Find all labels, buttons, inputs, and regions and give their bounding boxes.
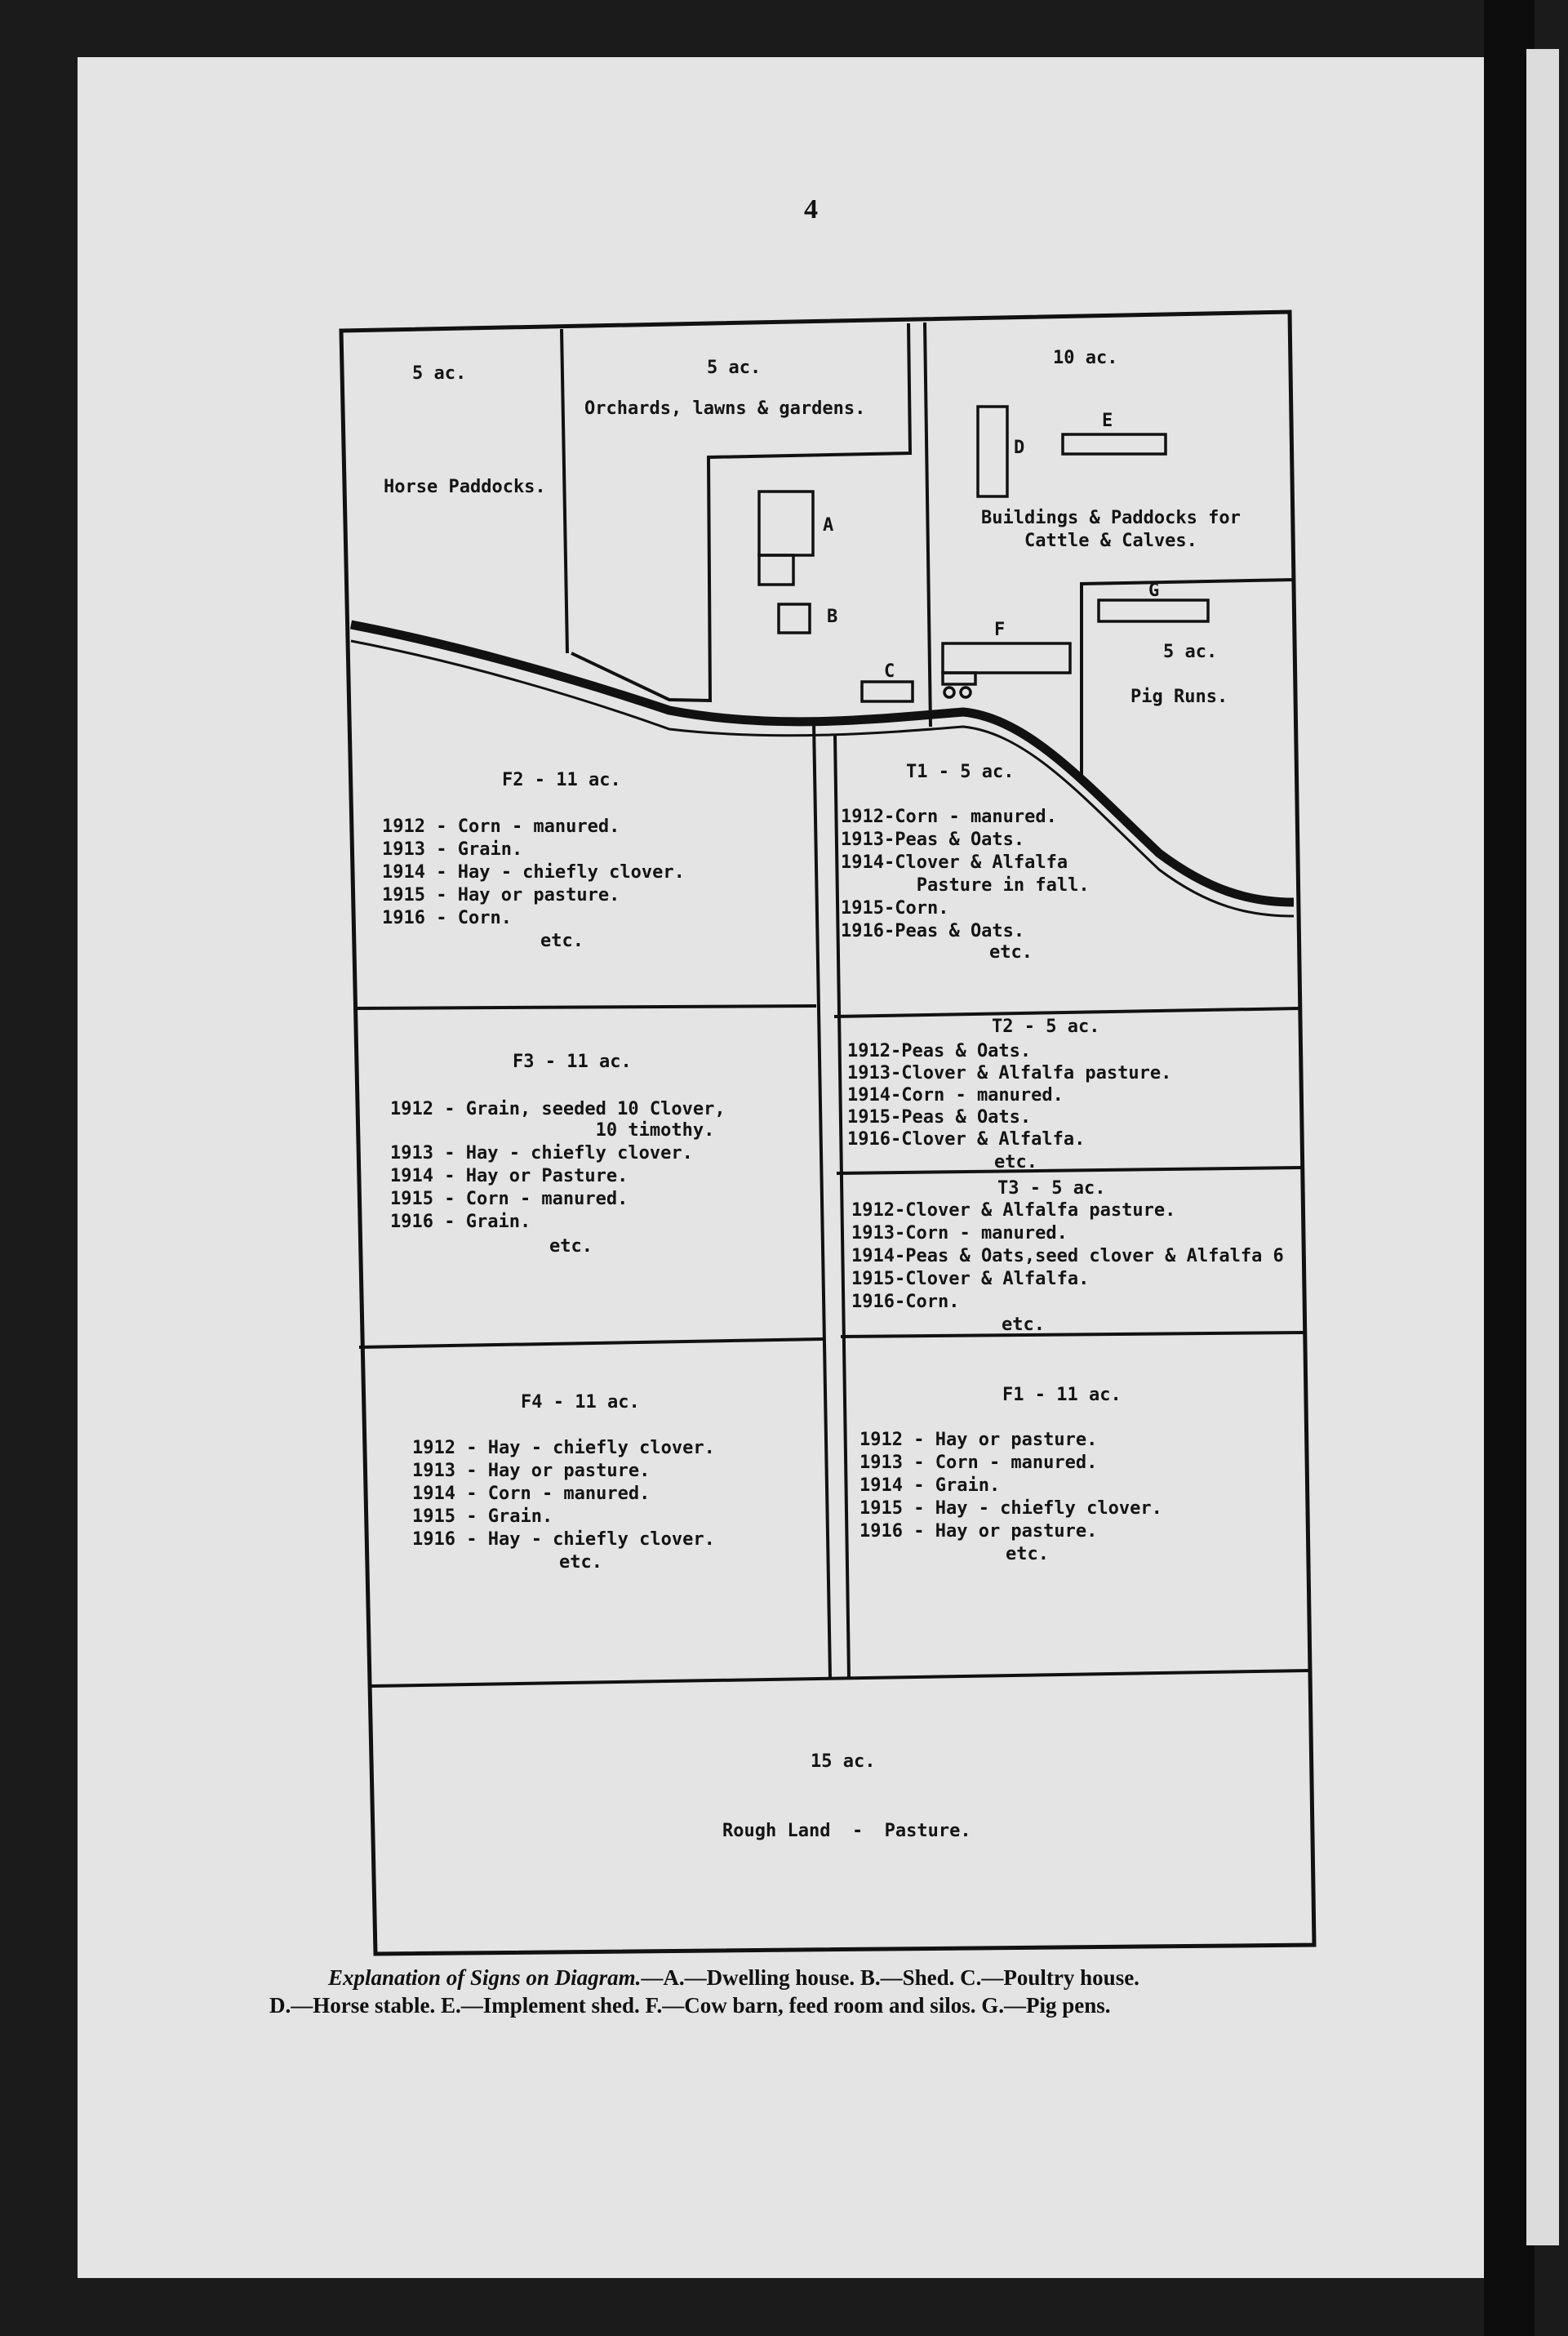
f4-line-1916: 1916 - Hay - chiefly clover. bbox=[412, 1529, 715, 1550]
label-e: E bbox=[1102, 411, 1113, 431]
orchard-boundary bbox=[571, 323, 910, 701]
t1-etc: etc. bbox=[989, 942, 1033, 963]
pig-run-area: 5 ac. bbox=[1163, 642, 1218, 662]
t1-line-1914b: Pasture in fall. bbox=[841, 875, 1090, 896]
f2-line-1916: 1916 - Corn. bbox=[382, 908, 512, 928]
divider-orchard-buildings bbox=[925, 323, 931, 727]
t2-line-1913: 1913-Clover & Alfalfa pasture. bbox=[847, 1063, 1172, 1083]
caption-line1-rest: —A.—Dwelling house. B.—Shed. C.—Poultry house. bbox=[641, 1965, 1139, 1990]
f4-line-1913: 1913 - Hay or pasture. bbox=[412, 1461, 651, 1481]
t2-line-1912: 1912-Peas & Oats. bbox=[847, 1041, 1032, 1061]
building-f-feed-room bbox=[943, 673, 975, 684]
orchard-area: 5 ac. bbox=[707, 358, 762, 378]
f4-title: F4 - 11 ac. bbox=[521, 1392, 640, 1413]
rough-land-label: Rough Land - Pasture. bbox=[722, 1821, 971, 1841]
silo-1 bbox=[944, 687, 954, 697]
t3-etc: etc. bbox=[1002, 1315, 1045, 1335]
building-f-cow-barn bbox=[943, 643, 1070, 673]
f4-line-1915: 1915 - Grain. bbox=[412, 1506, 553, 1527]
f4-line-1914: 1914 - Corn - manured. bbox=[412, 1484, 651, 1504]
building-d-horse-stable bbox=[978, 407, 1007, 496]
buildings-label-line1: Buildings & Paddocks for bbox=[981, 508, 1241, 528]
f1-line-1915: 1915 - Hay - chiefly clover. bbox=[860, 1498, 1162, 1519]
page-number: 4 bbox=[804, 194, 818, 225]
t2-line-1916: 1916-Clover & Alfalfa. bbox=[847, 1129, 1086, 1150]
t3-line-1913: 1913-Corn - manured. bbox=[851, 1223, 1068, 1244]
t3-line-1912: 1912-Clover & Alfalfa pasture. bbox=[851, 1200, 1176, 1221]
orchard-label: Orchards, lawns & gardens. bbox=[584, 398, 866, 419]
buildings-label-line2: Cattle & Calves. bbox=[1024, 531, 1197, 551]
t3-line-1915: 1915-Clover & Alfalfa. bbox=[851, 1269, 1090, 1289]
t1-title: T1 - 5 ac. bbox=[906, 762, 1015, 782]
divider-fields-rough bbox=[371, 1671, 1308, 1686]
caption-line-2: D.—Horse stable. E.—Implement shed. F.—Cow barn, feed room and silos. G.—Pig pens. bbox=[269, 1993, 1111, 2018]
building-b-shed bbox=[779, 604, 810, 633]
rough-land-area: 15 ac. bbox=[811, 1751, 876, 1772]
divider-t2-t3 bbox=[837, 1168, 1302, 1173]
t3-title: T3 - 5 ac. bbox=[997, 1178, 1106, 1199]
t3-line-1916: 1916-Corn. bbox=[851, 1292, 960, 1312]
label-a: A bbox=[823, 515, 834, 536]
building-a-dwelling-house bbox=[759, 492, 813, 555]
t1-line-1914: 1914-Clover & Alfalfa bbox=[841, 852, 1068, 873]
f2-etc: etc. bbox=[540, 931, 584, 951]
divider-horse-orchard bbox=[562, 329, 567, 653]
horse-paddock-label: Horse Paddocks. bbox=[384, 477, 546, 497]
road-edge-upper bbox=[351, 625, 1294, 902]
f1-line-1913: 1913 - Corn - manured. bbox=[860, 1453, 1098, 1473]
divider-t1-t2 bbox=[834, 1008, 1299, 1017]
t1-line-1915: 1915-Corn. bbox=[841, 898, 949, 919]
building-c-poultry-house bbox=[862, 682, 913, 701]
label-d: D bbox=[1014, 438, 1025, 458]
f2-title: F2 - 11 ac. bbox=[502, 770, 621, 790]
f3-line-1915: 1915 - Corn - manured. bbox=[390, 1189, 629, 1209]
f4-etc: etc. bbox=[559, 1552, 602, 1573]
t2-line-1914: 1914-Corn - manured. bbox=[847, 1085, 1064, 1106]
f2-line-1913: 1913 - Grain. bbox=[382, 839, 523, 860]
horse-paddock-area: 5 ac. bbox=[412, 363, 467, 384]
f3-title: F3 - 11 ac. bbox=[513, 1052, 632, 1072]
label-f: F bbox=[994, 620, 1006, 640]
f1-etc: etc. bbox=[1006, 1544, 1049, 1564]
f1-line-1916: 1916 - Hay or pasture. bbox=[860, 1521, 1098, 1542]
divider-f3-f4 bbox=[359, 1339, 823, 1347]
f3-line-1912b: 10 timothy. bbox=[390, 1120, 715, 1141]
t1-line-1912: 1912-Corn - manured. bbox=[841, 807, 1057, 827]
f1-line-1912: 1912 - Hay or pasture. bbox=[860, 1430, 1098, 1450]
t2-etc: etc. bbox=[994, 1152, 1037, 1172]
caption-line-1 bbox=[328, 1964, 1139, 1991]
caption-lead: Explanation of Signs on Diagram. bbox=[328, 1965, 642, 1990]
f3-line-1914: 1914 - Hay or Pasture. bbox=[390, 1166, 629, 1186]
t3-line-1914: 1914-Peas & Oats,seed clover & Alfalfa 6 bbox=[851, 1246, 1284, 1266]
f1-title: F1 - 11 ac. bbox=[1002, 1385, 1122, 1405]
buildings-area: 10 ac. bbox=[1053, 348, 1118, 368]
f3-line-1912: 1912 - Grain, seeded 10 Clover, bbox=[390, 1099, 726, 1119]
t2-line-1915: 1915-Peas & Oats. bbox=[847, 1107, 1032, 1128]
building-g-pig-pens bbox=[1099, 600, 1208, 621]
f2-line-1912: 1912 - Corn - manured. bbox=[382, 816, 620, 837]
t1-line-1913: 1913-Peas & Oats. bbox=[841, 830, 1025, 850]
t2-title: T2 - 5 ac. bbox=[992, 1017, 1100, 1037]
building-e-implement-shed bbox=[1063, 434, 1166, 454]
lane-left-edge bbox=[814, 723, 830, 1678]
divider-f2-f3 bbox=[353, 1006, 816, 1008]
f2-line-1915: 1915 - Hay or pasture. bbox=[382, 885, 620, 905]
f3-line-1916: 1916 - Grain. bbox=[390, 1212, 531, 1232]
f4-line-1912: 1912 - Hay - chiefly clover. bbox=[412, 1438, 715, 1458]
f3-etc: etc. bbox=[549, 1236, 593, 1257]
pig-run-label: Pig Runs. bbox=[1130, 687, 1228, 707]
f2-line-1914: 1914 - Hay - chiefly clover. bbox=[382, 862, 685, 883]
pig-run-boundary bbox=[1082, 580, 1294, 776]
building-a-annex bbox=[759, 555, 793, 585]
f1-line-1914: 1914 - Grain. bbox=[860, 1475, 1001, 1496]
label-b: B bbox=[827, 607, 838, 627]
label-g: G bbox=[1148, 581, 1160, 601]
f3-line-1913: 1913 - Hay - chiefly clover. bbox=[390, 1143, 693, 1164]
silo-2 bbox=[961, 687, 971, 697]
label-c: C bbox=[884, 661, 895, 682]
divider-t3-f1 bbox=[841, 1333, 1304, 1337]
t1-line-1916: 1916-Peas & Oats. bbox=[841, 921, 1025, 941]
